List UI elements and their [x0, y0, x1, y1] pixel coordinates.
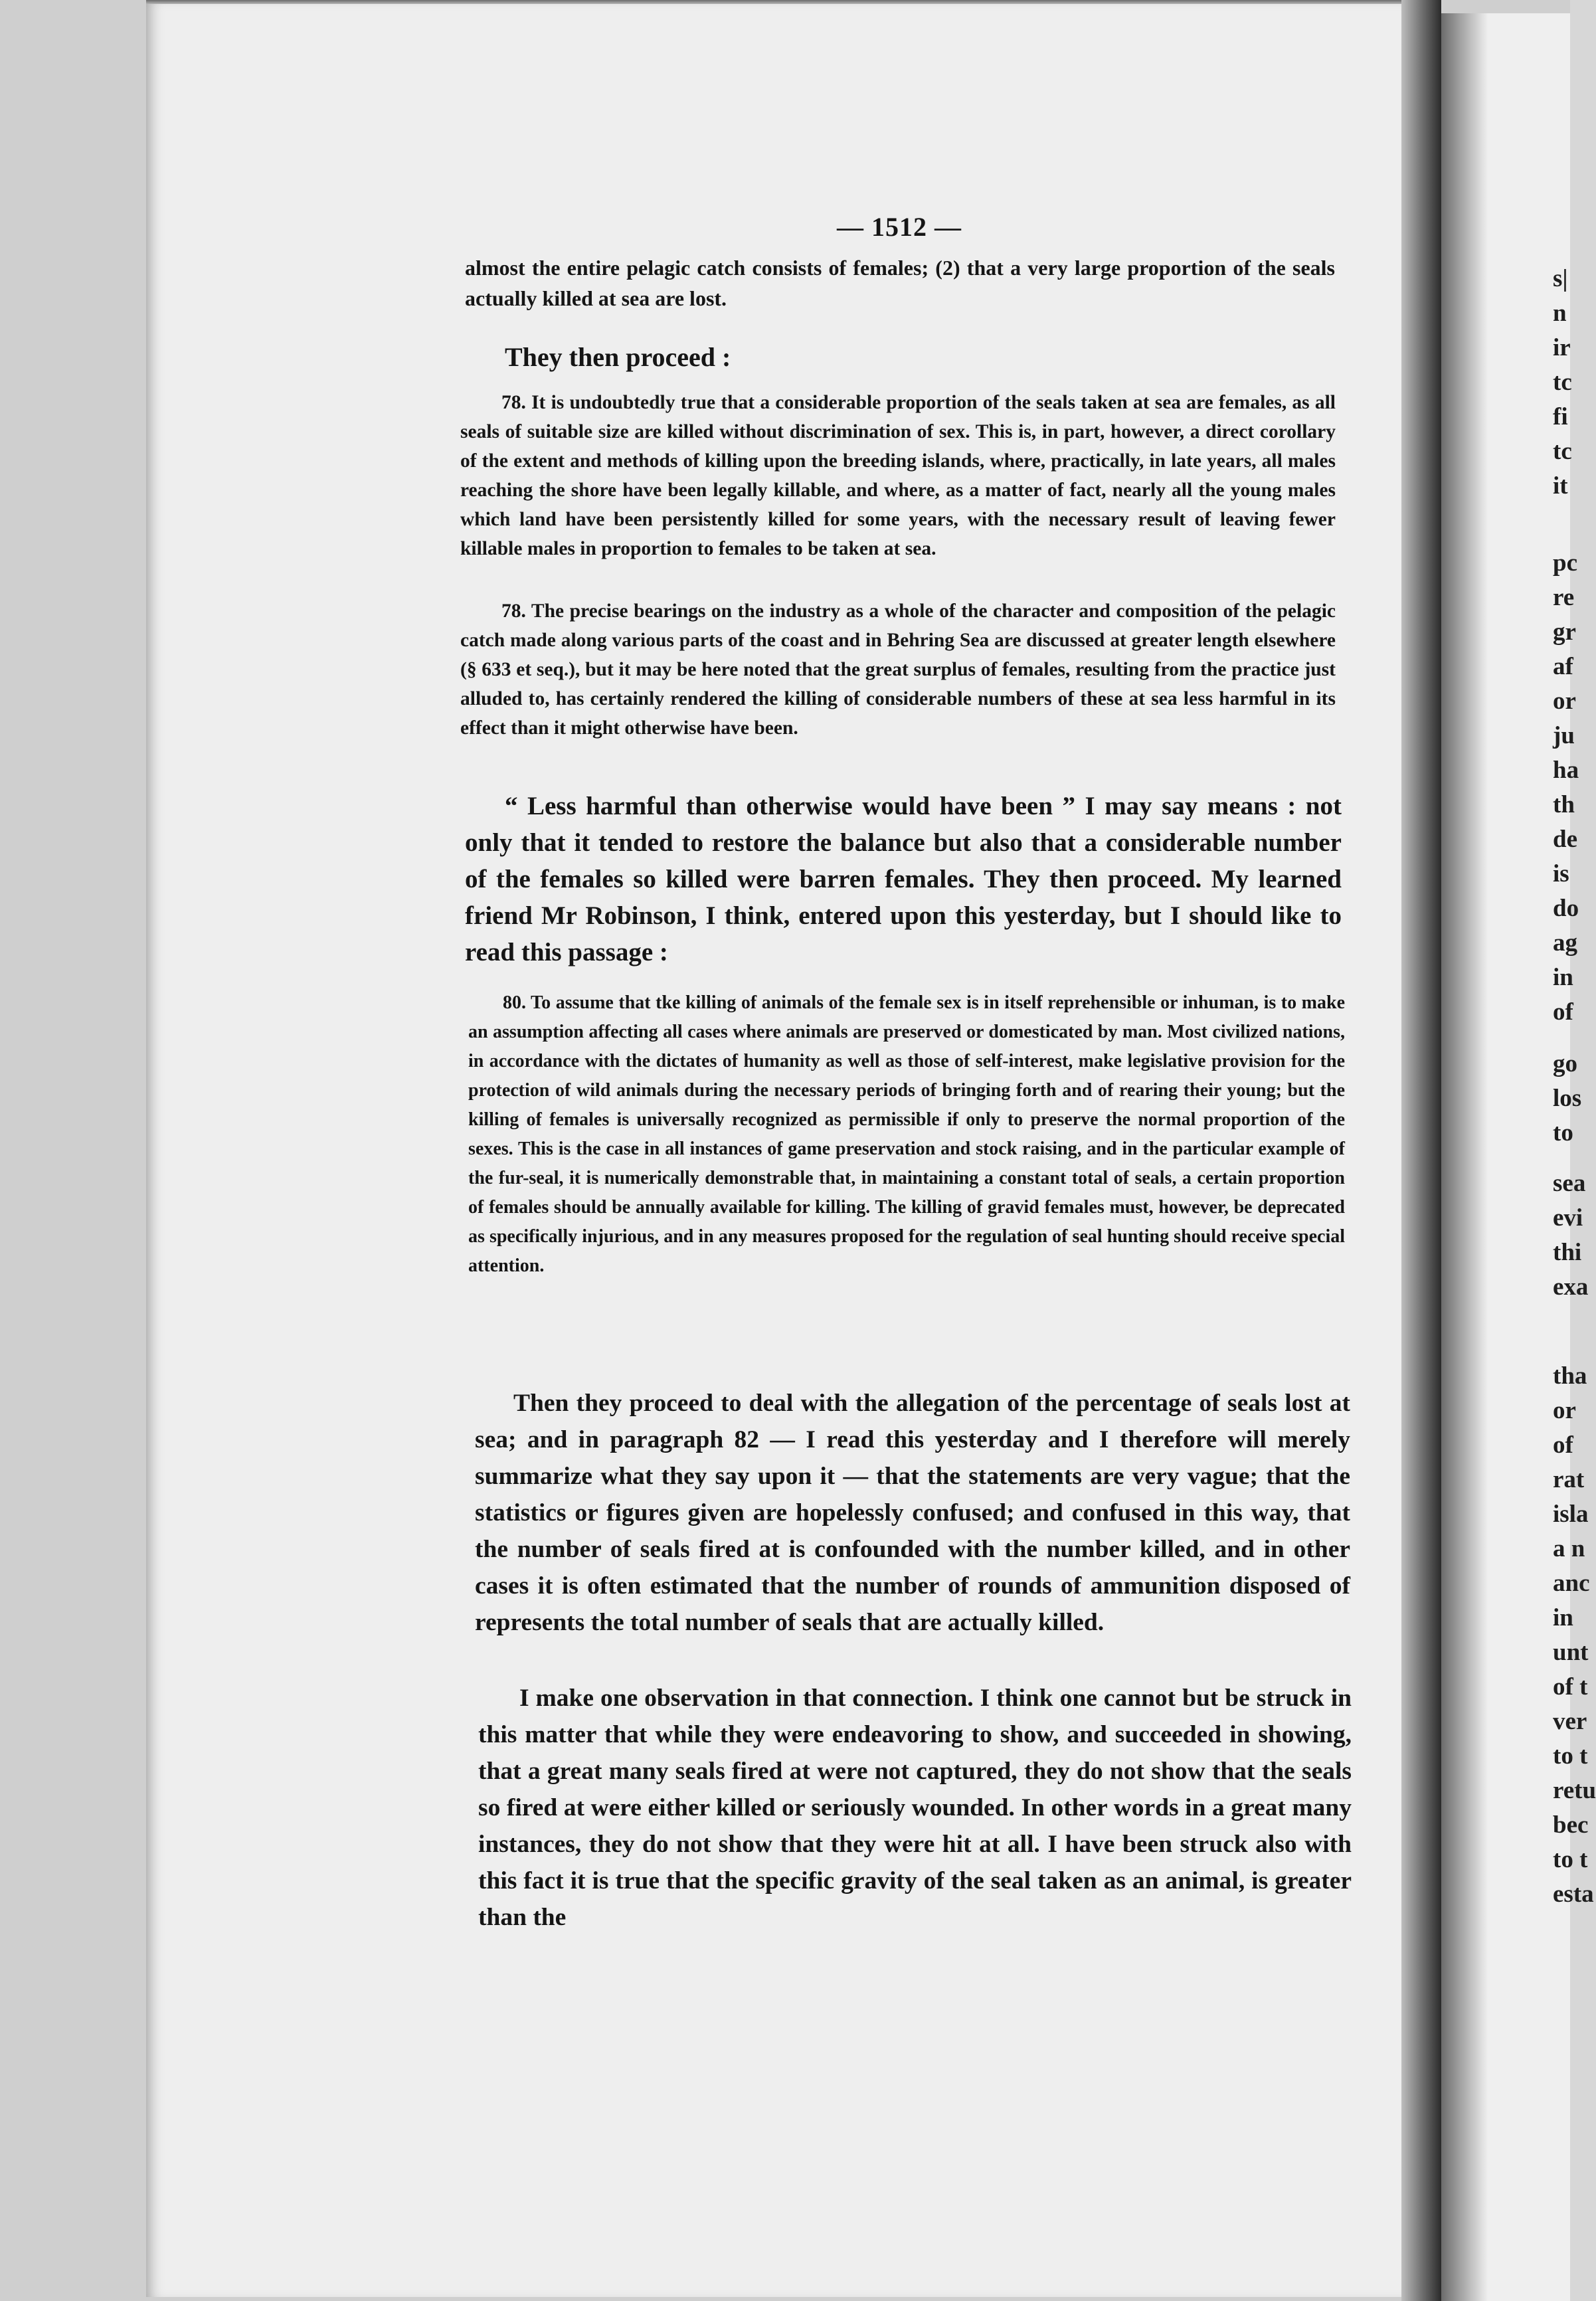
facing-page-fragment: anc — [1553, 1570, 1590, 1597]
paragraph-intro: almost the entire pelagic catch consists of females; (2) that a very large proportion of the seals actually killed at sea are lost. — [465, 256, 1335, 310]
paragraph-then-they-proceed: Then they proceed to deal with the allegation of the percentage of seals lost at sea; and in paragraph 82 — I read this yesterday and I therefore will merely summarize what they say upon it — that the statements are very vague; that the statistics or figures given are hopelessly confused; and confused in this way, that the number of seals fired at is confounded with the number killed, and in other cases it is often estimated that the number of rounds of ammunition disposed of represents the total number of seals that are actually killed. — [475, 1390, 1350, 1636]
facing-page-fragment: gr — [1553, 618, 1576, 646]
facing-page-fragment: or — [1553, 1397, 1576, 1424]
facing-page-fragment: evi — [1553, 1204, 1583, 1232]
facing-page — [1441, 13, 1596, 2301]
page-number: — 1512 — — [837, 212, 962, 242]
quoted-paragraph-80: 80. To assume that tke killing of animals of the female sex is in itself reprehensible or inhuman, is to make an assumption affecting all cases where animals are preserved or domesticated by man. Most civilized nations, in accordance with the dictates of humanity as well as those of self-interest, make legislative provision for the protection of wild animals during the necessary periods of bringing forth and of rearing their young; but the killing of females is universally recognized as permissible if only to preserve the normal proportion of the sexes. This is the case in all instances of game preservation and stock raising, and in the particular example of the fur-seal, it is numerically demonstrable that, in maintaining a constant total of seals, a certain proportion of females should be annually available for killing. The killing of gravid females must, however, be deprecated as specifically injurious, and in any measures proposed for the regulation of seal hunting should receive special attention. — [468, 992, 1345, 1276]
facing-page-fragment: esta — [1553, 1881, 1594, 1908]
facing-page-fragment: ju — [1553, 722, 1575, 749]
facing-page-fragment: tc — [1553, 438, 1572, 465]
quoted-paragraph-78-second: 78. The precise bearings on the industry as a whole of the character and composition of the pelagic catch made along various parts of the coast and in Behring Sea are discussed at greater length elsewhere (§ 633 et seq.), but it may be here noted that the great surplus of females, resulting from the practice just alluded to, has certainly rendered the killing of considerable numbers of these at sea less harmful in its effect than it might otherwise have been. — [460, 600, 1336, 739]
paragraph-they-then-proceed: They then proceed : — [505, 342, 731, 372]
facing-page-fragment: to t — [1553, 1742, 1588, 1770]
facing-page-fragment: pc — [1553, 549, 1577, 577]
facing-page-fragment: to t — [1553, 1846, 1588, 1873]
facing-page-fragment: is — [1553, 860, 1569, 887]
facing-page-fragment: af — [1553, 653, 1573, 680]
facing-page-fragment: sea — [1553, 1170, 1586, 1197]
facing-page-fragment: de — [1553, 826, 1577, 853]
paragraph-observation: I make one observation in that connection. I think one cannot but be struck in this matter that while they were endeavoring to show, and succeeded in showing, that a great many seals fired at were not captured, they do not show that the seals so fired at were either killed or seriously wounded. In other words in a great many instances, they do not show that they were hit at all. I have been struck also with this fact it is true that the specific gravity of the seal taken as an animal, is greater than the — [478, 1685, 1352, 1931]
paragraph-less-harmful: “ Less harmful than otherwise would have been ” I may say means : not only that it tended to restore the balance but also that a considerable number of the females so killed were barren females. They then proceed. My learned friend Mr Robinson, I think, entered upon this yesterday, but I should like to read this passage : — [465, 792, 1342, 966]
facing-page-fragment: th — [1553, 791, 1575, 818]
facing-page-fragment: ir — [1553, 334, 1571, 361]
facing-page-fragment: ha — [1553, 757, 1579, 784]
facing-page-fragment: it — [1553, 472, 1568, 500]
facing-page-fragment: exa — [1553, 1273, 1589, 1301]
facing-page-fragment: or — [1553, 688, 1576, 715]
facing-page-fragment: tc — [1553, 369, 1572, 396]
facing-page-fragment: of — [1553, 998, 1573, 1026]
facing-page-fragment: ver — [1553, 1708, 1587, 1735]
facing-page-fragment: in — [1553, 1604, 1573, 1631]
facing-page-fragment: to — [1553, 1119, 1573, 1147]
facing-page-fragment: los — [1553, 1085, 1582, 1112]
facing-page-fragment: s| — [1553, 265, 1568, 292]
facing-page-fragment: do — [1553, 895, 1579, 922]
facing-page-fragment: n — [1553, 300, 1567, 327]
facing-page-fragment: ag — [1553, 929, 1577, 957]
facing-page-fragment: of t — [1553, 1673, 1588, 1701]
facing-page-fragment: a n — [1553, 1535, 1585, 1562]
facing-page-shadow — [1441, 13, 1488, 2301]
facing-page-fragment: re — [1553, 584, 1575, 611]
facing-page-fragment: fi — [1553, 403, 1568, 430]
facing-page-fragment: thi — [1553, 1239, 1582, 1266]
facing-page-fragment: of — [1553, 1431, 1573, 1459]
quoted-paragraph-78-first: 78. It is undoubtedly true that a considerable proportion of the seals taken at sea are females, as all seals of suitable size are killed without discrimination of sex. This is, in part, however, a direct corollary of the extent and methods of killing upon the breeding islands, where, practically, in late years, all males reaching the shore have been legally killable, and where, as a matter of fact, nearly all the young males which land have been persistently killed for some years, with the necessary result of leaving fewer killable males in proportion to females to be taken at sea. — [460, 392, 1336, 559]
facing-page-fragment: rat — [1553, 1466, 1585, 1493]
facing-page-fragment: in — [1553, 964, 1573, 991]
facing-page-fragment: unt — [1553, 1639, 1589, 1666]
facing-page-fragment: retu — [1553, 1777, 1596, 1804]
facing-page-fragment: tha — [1553, 1362, 1587, 1390]
facing-page-fragment: bec — [1553, 1811, 1589, 1839]
facing-page-fragment: isla — [1553, 1501, 1589, 1528]
book-gutter-shadow — [1401, 0, 1441, 2301]
facing-page-fragment: go — [1553, 1050, 1577, 1077]
